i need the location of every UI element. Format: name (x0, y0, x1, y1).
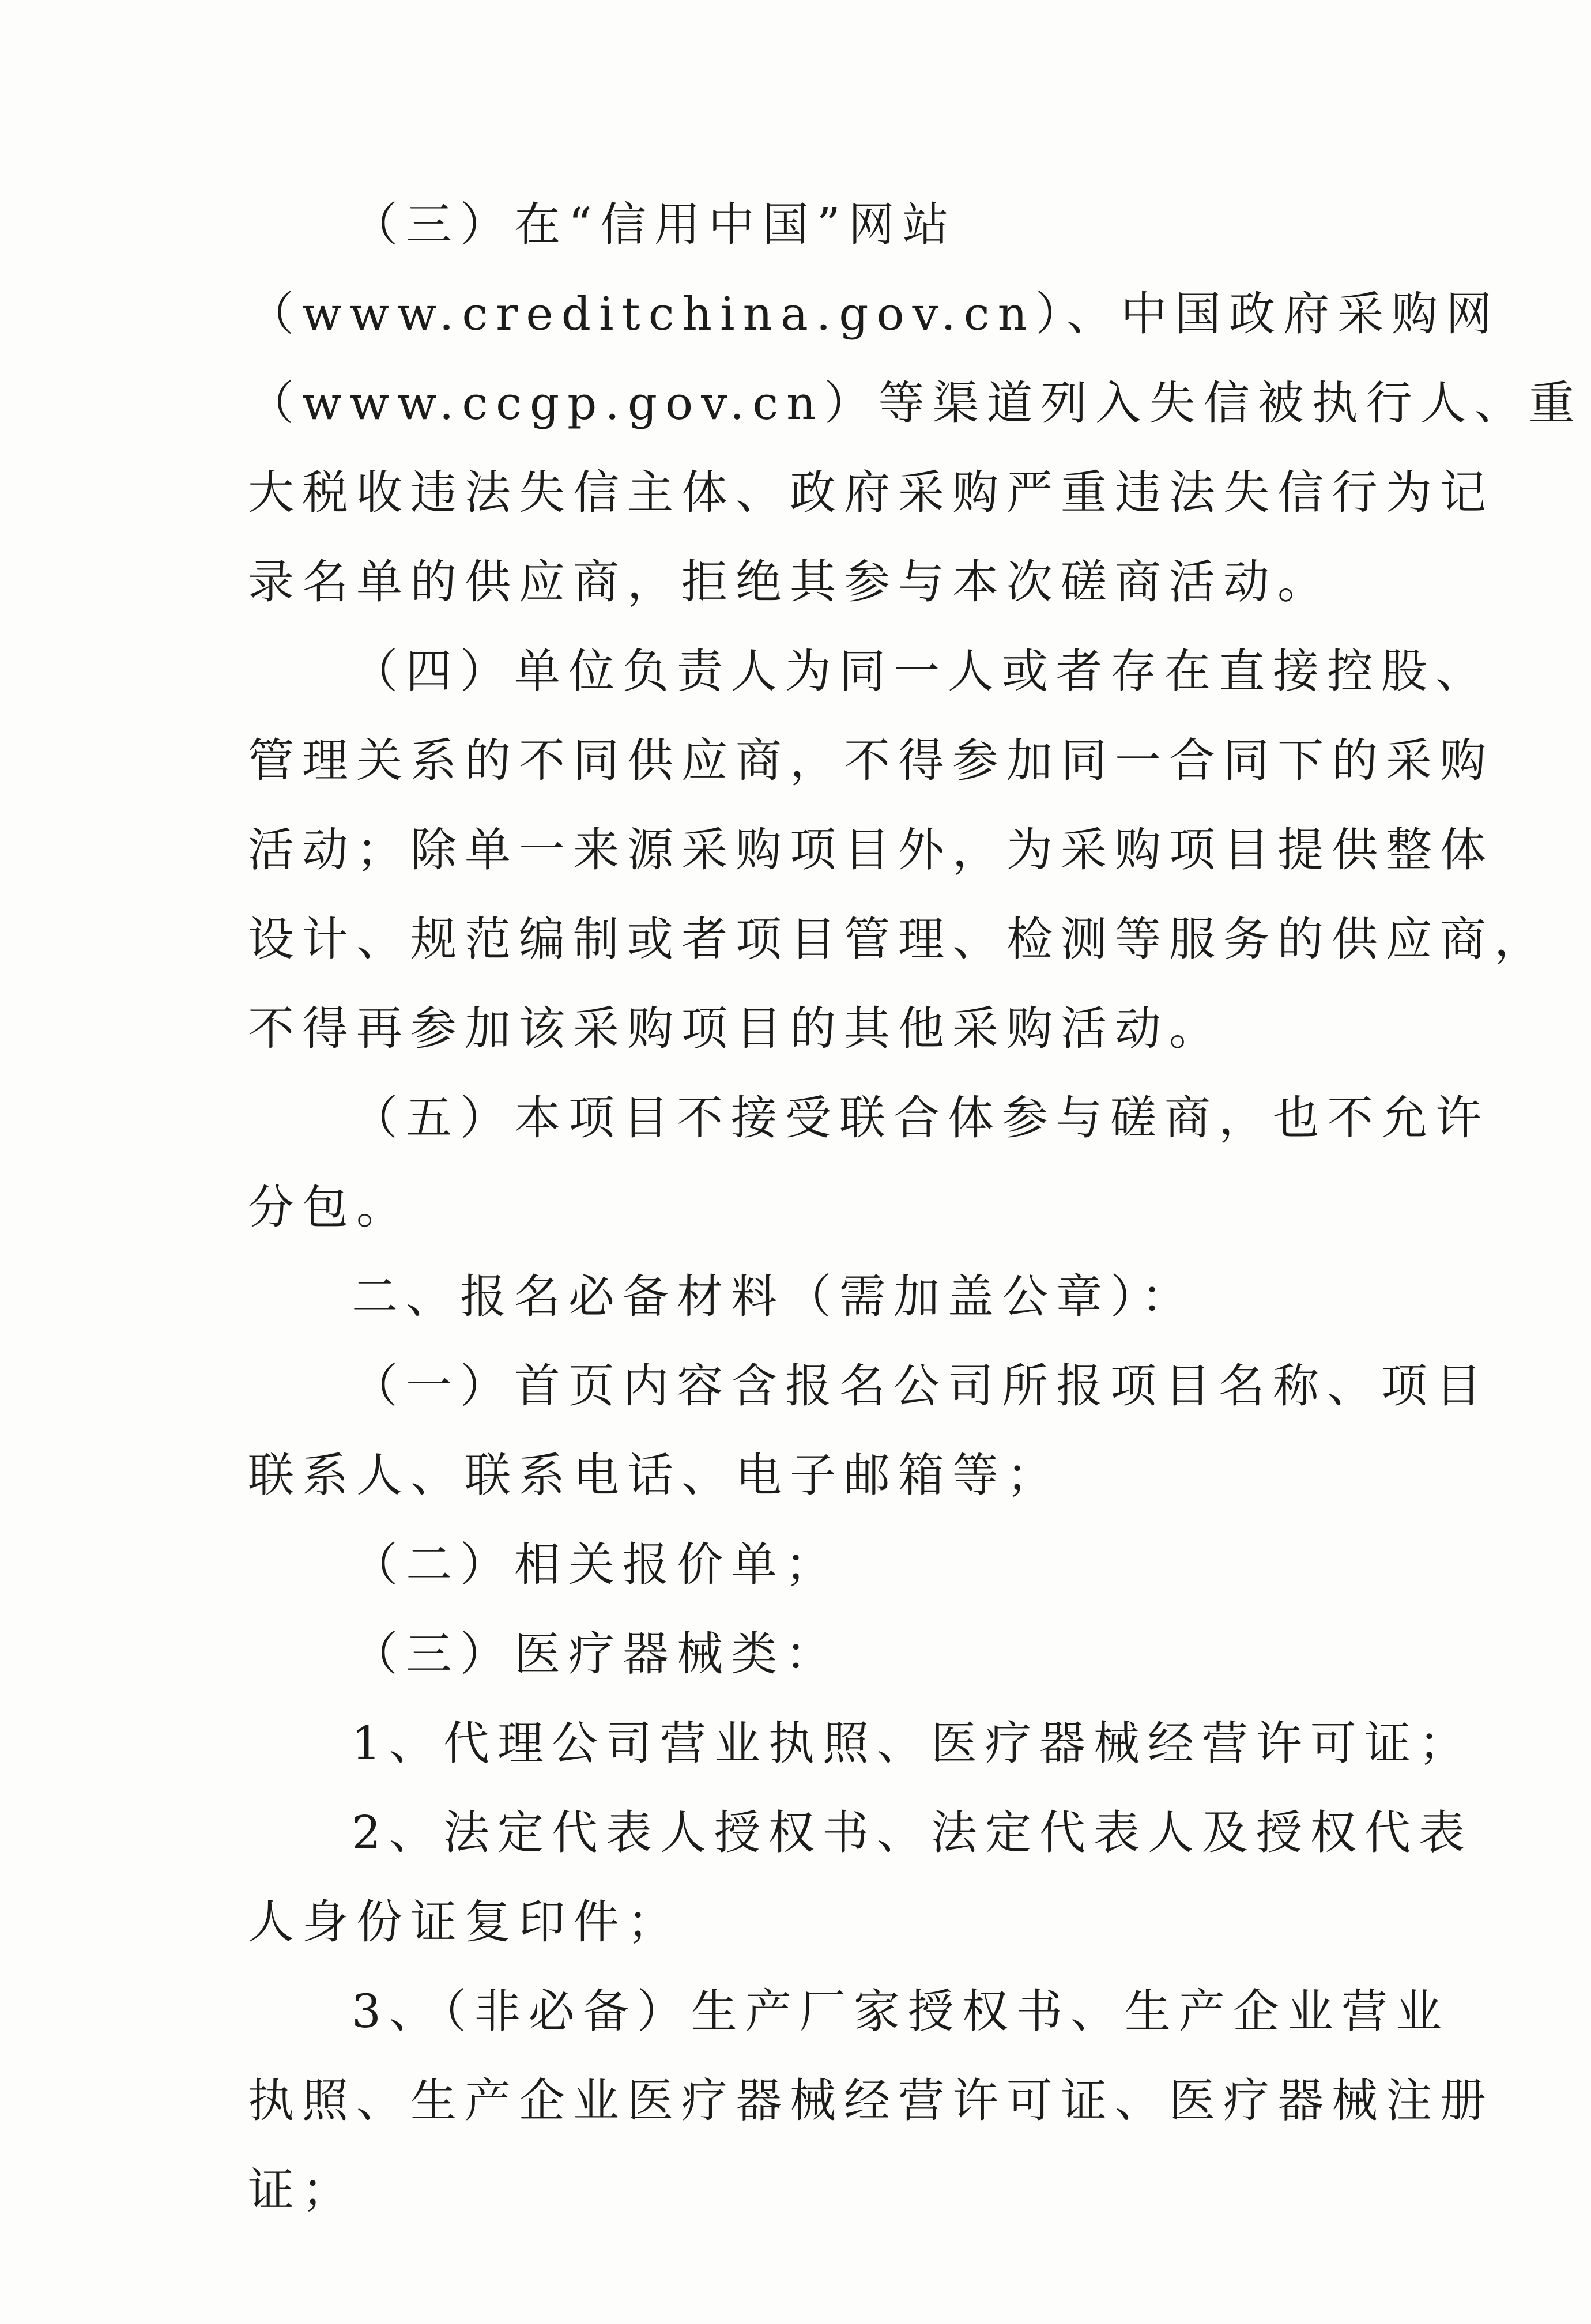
paragraph-line: （三）在“信用中国”网站 (352, 198, 957, 251)
list-item: 1、代理公司营业执照、医疗器械经营许可证； (352, 1716, 1473, 1770)
paragraph-line: （三）医疗器械类： (352, 1627, 839, 1681)
document-body (248, 198, 1583, 2257)
paragraph-line: （www.creditchina.gov.cn）、中国政府采购网 (248, 287, 1500, 341)
section-heading: 二、报名必备材料（需加盖公章）： (352, 1270, 1196, 1323)
paragraph-line: （一）首页内容含报名公司所报项目名称、项目 (352, 1359, 1490, 1413)
paragraph-line: 录名单的供应商，拒绝其参与本次磋商活动。 (248, 555, 1332, 609)
list-item: 3、（非必备）生产厂家授权书、生产企业营业 (352, 1985, 1450, 2038)
paragraph-line: 分包。 (248, 1180, 410, 1234)
paragraph-line: 管理关系的不同供应商，不得参加同一合同下的采购 (248, 734, 1494, 787)
list-item: 2、法定代表人授权书、法定代表人及授权代表 (352, 1806, 1473, 1859)
paragraph-line: （四）单位负责人为同一人或者存在直接控股、 (352, 644, 1490, 698)
paragraph-line: 人身份证复印件； (248, 1895, 681, 1949)
paragraph-line: （二）相关报价单； (352, 1538, 839, 1591)
paragraph-line: 联系人、联系电话、电子邮箱等； (248, 1448, 1061, 1502)
paragraph-line: （五）本项目不接受联合体参与磋商，也不允许 (352, 1091, 1490, 1145)
paragraph-line: 设计、规范编制或者项目管理、检测等服务的供应商， (248, 912, 1548, 966)
paragraph-line: 大税收违法失信主体、政府采购严重违法失信行为记 (248, 466, 1494, 519)
paragraph-line: 活动；除单一来源采购项目外，为采购项目提供整体 (248, 823, 1494, 877)
paragraph-line: 执照、生产企业医疗器械经营许可证、医疗器械注册 (248, 2074, 1494, 2127)
paragraph-line: （www.ccgp.gov.cn）等渠道列入失信被执行人、重 (248, 376, 1583, 430)
paragraph-line: 不得再参加该采购项目的其他采购活动。 (248, 1002, 1223, 1055)
paragraph-line: 证； (248, 2163, 356, 2217)
